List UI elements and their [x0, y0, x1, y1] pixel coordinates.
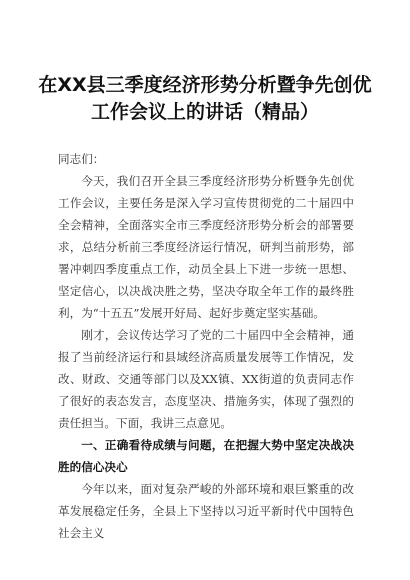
title-line-1: 在XX县三季度经济形势分析暨争先创优 — [38, 74, 372, 96]
salutation: 同志们： — [58, 152, 105, 166]
title-line-2: 工作会议上的讲话（精品） — [90, 101, 319, 123]
paragraph-2: 刚才，会议传达学习了党的二十届四中全会精神，通报了当前经济运行和县域经济高质量发展等工作情况，发改、财政、交通等部门以及XX镇、XX街道的负责同志作了很好的表态发言，态度坚决、措施务实，体现了强烈的责任担当。下面，我讲三点意见。 — [58, 328, 354, 430]
paragraph-1: 今天，我们召开全县三季度经济形势分析暨争先创优工作会议，主要任务是深入学习宣传贯彻党的二十届四中全会精神，全面落实全市三季度经济形势分析会的部署要求，总结分析前三季度经济运行情况，研判当前形势，部署冲刺四季度重点工作，动员全县上下进一步统一思想、坚定信心，以决战决胜之势，坚决夺取全年工作的最终胜利，为“十五五”发展开好局、起好步奠定坚实基础。 — [58, 174, 354, 320]
document-body — [58, 148, 354, 544]
section-heading-1: 一、正确看待成绩与问题，在把握大势中坚定决战决胜的信心决心 — [58, 438, 354, 474]
document-title — [30, 72, 380, 126]
paragraph-3: 今年以来，面对复杂严峻的外部环境和艰巨繁重的改革发展稳定任务，全县上下坚持以习近平新时代中国特色社会主义 — [58, 482, 354, 540]
